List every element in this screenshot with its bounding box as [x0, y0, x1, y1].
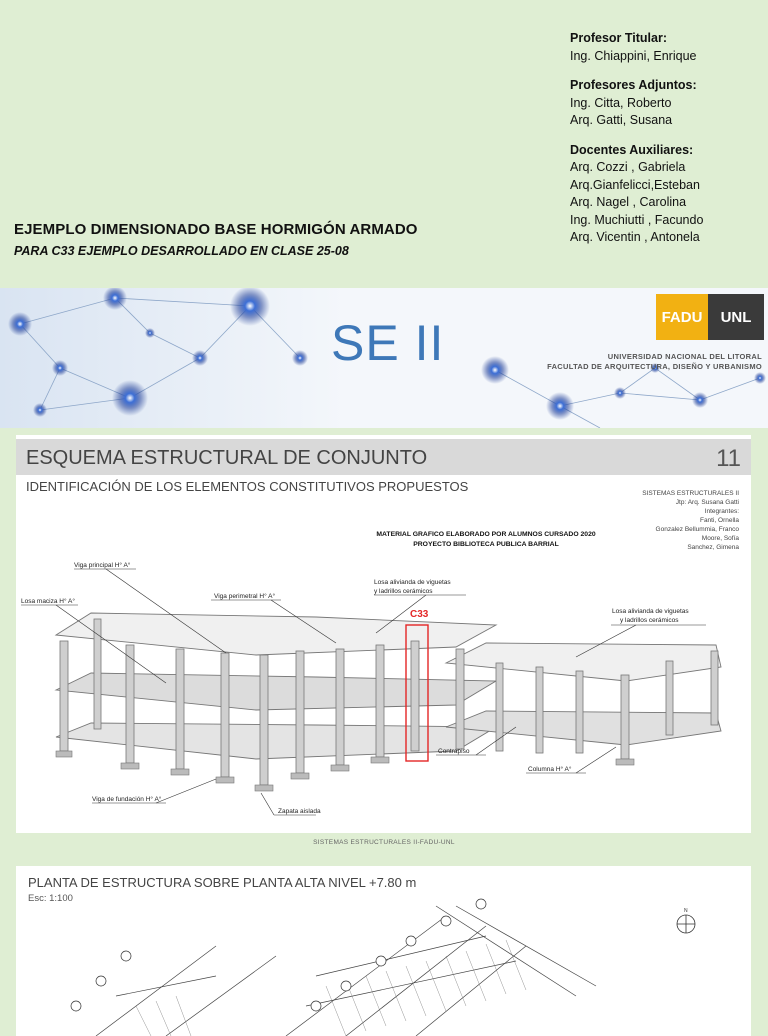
north-arrow-icon	[677, 908, 695, 933]
credits-member: Gonzalez Bellummia, Franco	[655, 526, 739, 533]
structural-plan-slide	[16, 866, 751, 1036]
label-c33: C33	[410, 609, 429, 620]
label-losa-alivianada-2b: y ladrillos cerámicos	[620, 617, 679, 624]
fadu-unl-logo	[656, 294, 764, 340]
auxiliares-group	[570, 142, 766, 247]
credits-course: SISTEMAS ESTRUCTURALES II	[642, 490, 739, 497]
faculty-member: Ing. Muchiutti , Facundo	[570, 212, 704, 227]
faculty-member: Arq. Nagel , Carolina	[570, 195, 687, 209]
document-subtitle: PARA C33 EJEMPLO DESARROLLADO EN CLASE 25-08	[14, 244, 349, 258]
label-viga-fundacion: Viga de fundación H° A°	[92, 796, 162, 803]
label-viga-principal: Viga principal H° A°	[74, 562, 131, 569]
adjuntos-group	[570, 77, 766, 130]
slide-number: 11	[716, 445, 741, 472]
material-line: MATERIAL GRAFICO ELABORADO POR ALUMNOS CURSADO 2020	[376, 531, 596, 538]
credits-jtp: Jtp: Arq. Susana Gatti	[675, 499, 739, 506]
project-line: PROYECTO BIBLIOTECA PUBLICA BARRIAL	[413, 541, 559, 548]
label-contrapiso: Contrapiso	[438, 748, 470, 755]
faculty-list	[570, 30, 766, 259]
label-viga-perimetral: Viga perimetral H° A°	[214, 593, 276, 600]
course-banner	[0, 288, 768, 428]
plan-scale: Esc: 1:100	[28, 893, 73, 904]
titular-group	[570, 30, 766, 65]
university-line: UNIVERSIDAD NACIONAL DEL LITORAL	[607, 352, 762, 361]
faculty-member: Ing. Chiappini, Enrique	[570, 48, 697, 63]
slide-footer: SISTEMAS ESTRUCTURALES II-FADU-UNL	[313, 839, 455, 846]
student-credits	[599, 489, 739, 552]
credits-member: Fanti, Ornella	[699, 517, 739, 524]
faculty-line: FACULTAD DE ARQUITECTURA, DISEÑO Y URBANISMO	[547, 362, 762, 371]
structural-scheme-slide	[16, 435, 751, 833]
slide-title: ESQUEMA ESTRUCTURAL DE CONJUNTO	[26, 447, 428, 469]
credits-member: Sanchez, Gimena	[687, 544, 739, 551]
adjuntos-heading: Profesores Adjuntos:	[570, 78, 697, 92]
label-losa-alivianada-1a: Losa alivianda de viguetas	[374, 579, 451, 586]
course-title: SE II	[331, 315, 445, 371]
plan-title: PLANTA DE ESTRUCTURA SOBRE PLANTA ALTA NIVEL +7.80 m	[28, 875, 417, 890]
label-zapata: Zapata aislada	[278, 808, 321, 815]
structure-isometric-diagram	[16, 555, 751, 833]
university-name	[547, 352, 762, 372]
auxiliares-heading: Docentes Auxiliares:	[570, 142, 694, 157]
north-label: N	[684, 908, 688, 914]
faculty-member: Arq.Gianfelicci,Esteban	[570, 177, 700, 192]
logo-unl: UNL	[708, 294, 764, 340]
slide-header	[16, 439, 751, 475]
slide-subtitle: IDENTIFICACIÓN DE LOS ELEMENTOS CONSTITUTIVOS PROPUESTOS	[26, 479, 469, 494]
credits-members-title: Integrantes:	[704, 508, 739, 515]
faculty-member: Arq. Gatti, Susana	[570, 113, 673, 127]
label-losa-alivianada-2a: Losa alivianda de viguetas	[612, 608, 689, 615]
label-columna: Columna H° A°	[528, 766, 572, 773]
faculty-member: Arq. Cozzi , Gabriela	[570, 160, 686, 174]
document-title: EJEMPLO DIMENSIONADO BASE HORMIGÓN ARMADO	[14, 221, 418, 238]
faculty-member: Ing. Citta, Roberto	[570, 95, 672, 110]
credits-member: Moore, Sofía	[701, 535, 739, 542]
structural-plan-drawing	[16, 866, 751, 1036]
label-losa-maciza: Losa maciza H° A°	[21, 598, 75, 605]
logo-fadu: FADU	[656, 294, 708, 340]
label-losa-alivianada-1b: y ladrillos cerámicos	[374, 588, 433, 595]
faculty-member: Arq. Vicentin , Antonela	[570, 230, 700, 244]
material-note	[366, 530, 606, 550]
titular-heading: Profesor Titular:	[570, 31, 668, 45]
